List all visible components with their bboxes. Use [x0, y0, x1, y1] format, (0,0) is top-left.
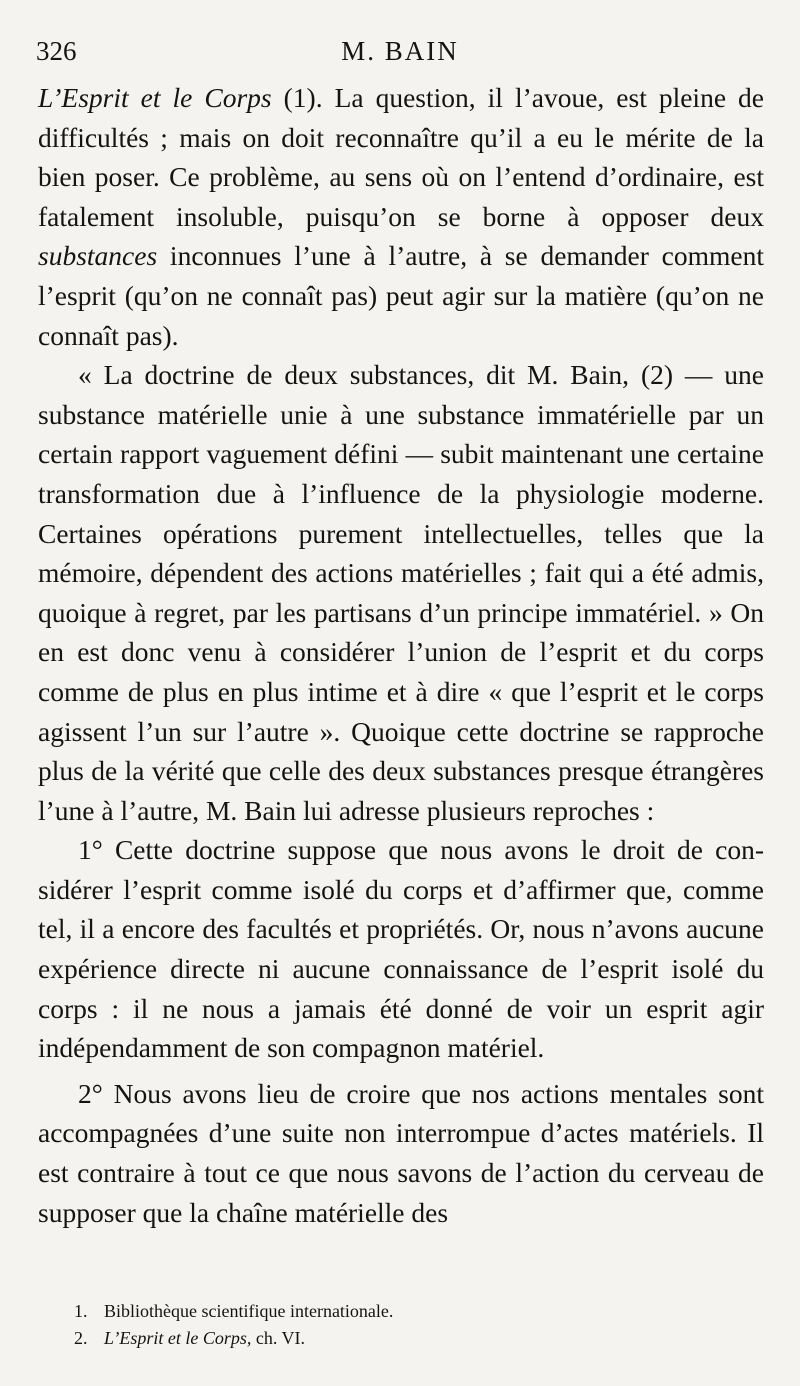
page-header: [36, 36, 764, 76]
text-run: inconnues l’une à l’autre, à se demander comment l’esprit (qu’on ne connaît pas) peut agir sur la matière (qu’on ne connaît pas).: [38, 240, 764, 351]
paragraph: [38, 78, 764, 355]
footnote: [74, 1298, 764, 1325]
footnote-number: 2.: [74, 1328, 88, 1348]
text-run: ch. VI.: [251, 1328, 306, 1348]
paragraph: [38, 830, 764, 1068]
text-run: 1° Cette doctrine suppose que nous avons le droit de considérer l’esprit comme isolé du corps et d’affirmer que, comme tel, il a encore des facultés et propriétés. Or, nous n’avons aucune expérience directe ni aucune connaissance de l’esprit isolé du corps : il ne nous a jamais été donné de voir un esprit agir indépendamment de son compagnon matériel.: [38, 834, 764, 1064]
paragraph: [38, 355, 764, 830]
footnote: [74, 1325, 764, 1352]
text-run: « La doctrine de deux substances, dit M. Bain, (2) — une substance matérielle unie à une substance immatérielle par un certain rapport vaguement défini — subit maintenant une certaine transformation due à l’influence de la physiologie moderne. Certaines opérations purement intellectuelles, telles que la mémoire, dépendent des actions matérielles ; fait qui a été admis, quoique à regret, par les partisans d’un principe immatériel. » On en est donc venu à considérer l’union de l’esprit et du corps comme de plus en plus intime et à dire « que l’esprit et le corps agissent l’un sur l’autre ». Quoique cette doctrine se rapproche plus de la vérité que celle des deux substances presque étrangères l’une à l’autre, M. Bain lui adresse plusieurs reproches :: [38, 359, 764, 826]
running-head: M. BAIN: [341, 36, 459, 66]
text-run: 2° Nous avons lieu de croire que nos actions mentales sont accompagnées d’une suite non interrompue d’actes matériels. Il est contraire à tout ce que nous savons de l’action du cerveau de supposer que la chaîne matérielle des: [38, 1077, 764, 1228]
footnotes: [74, 1298, 764, 1352]
italic-text: substances: [38, 240, 158, 272]
body-text: [38, 78, 764, 1232]
text-run: Bibliothèque scientifique internationale.: [104, 1301, 394, 1321]
paragraph: [38, 1074, 764, 1232]
italic-text: L’Esprit et le Corps,: [104, 1328, 252, 1348]
text-run: (1). La question, il l’avoue, est pleine de difficultés ; mais on doit reconnaître qu’il a eu le mérite de la bien poser. Ce problème, au sens où on l’entend d’ordinaire, est fatalement insoluble, puisqu’on se borne à opposer deux: [38, 82, 764, 232]
page-number: 326: [36, 36, 77, 66]
footnote-number: 1.: [74, 1301, 88, 1321]
italic-text: L’Esprit et le Corps: [38, 82, 272, 113]
